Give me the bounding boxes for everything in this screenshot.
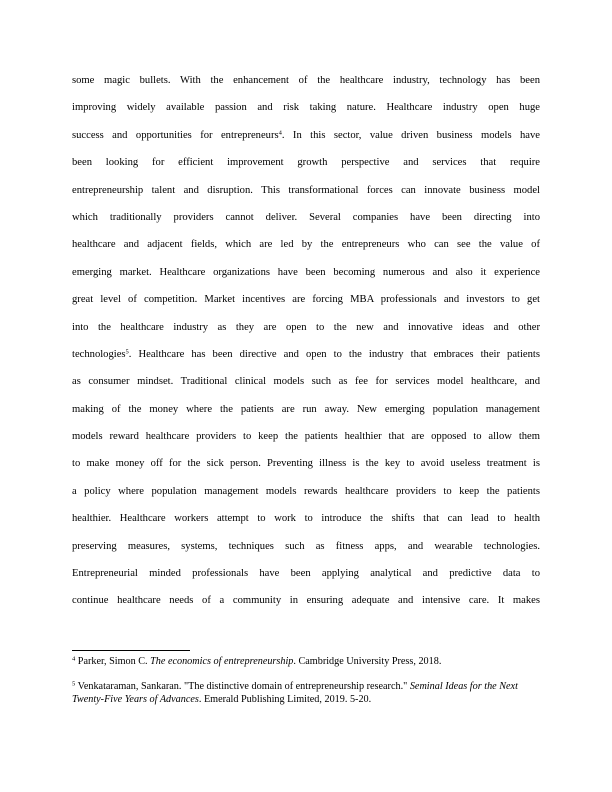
text-line: to make money off for the sick person. Preventing illness is the key to avoid useless treatment is — [72, 458, 540, 470]
text-line: improving widely available passion and risk taking nature. Healthcare industry open huge — [72, 102, 540, 114]
text-line: technologies$^5$. Healthcare has been directive and open to the industry that embraces their patients — [72, 348, 540, 360]
text-line: a policy where population management models rewards healthcare providers to keep the patients — [72, 485, 540, 497]
text-line: into the healthcare industry as they are open to the new and innovative ideas and other — [72, 321, 540, 333]
footnotes — [72, 655, 542, 718]
text-line: making of the money where the patients are run away. New emerging population management — [72, 403, 540, 415]
text-line: entrepreneurship talent and disruption. This transformational forces can innovate business model — [72, 184, 540, 196]
text-line: great level of competition. Market incentives are forcing MBA professionals and investors to get — [72, 294, 540, 306]
footnote-4: $^4$ Parker, Simon C. The economics of entrepreneurship. Cambridge University Press, 2018. — [72, 655, 442, 667]
text-line: preserving measures, systems, techniques such as fitness apps, and wearable technologies. — [72, 540, 540, 552]
text-line: success and opportunities for entrepreneurs$^4$. In this sector, value driven business models have — [72, 129, 540, 141]
footnote-ref-4: 4 — [278, 129, 282, 137]
text-line: which traditionally providers cannot deliver. Several companies have been directing into — [72, 211, 540, 223]
text-line: been looking for efficient improvement growth perspective and services that require — [72, 157, 540, 169]
text-line: as consumer mindset. Traditional clinical models such as fee for services model healthcare, and — [72, 376, 540, 388]
text-line: models reward healthcare providers to keep the patients healthier that are opposed to allow them — [72, 431, 540, 443]
body-paragraph — [72, 67, 540, 615]
text-line: continue healthcare needs of a community in ensuring adequate and intensive care. It makes — [72, 595, 540, 607]
text-line: healthier. Healthcare workers attempt to work to introduce the shifts that can lead to health — [72, 513, 540, 525]
text-line: some magic bullets. With the enhancement of the healthcare industry, technology has been — [72, 75, 540, 86]
footnote-separator — [72, 650, 190, 651]
text-line: emerging market. Healthcare organizations have been becoming numerous and also it experience — [72, 266, 540, 278]
text-line: healthcare and adjacent fields, which are led by the entrepreneurs who can see the value of — [72, 239, 540, 251]
footnote-ref-5: 5 — [125, 348, 129, 356]
footnote-5: $^5$ Venkataraman, Sankaran. "The distinctive domain of entrepreneurship research." Seminal Ideas for the Next Twenty-Five Years of Advances. Emerald Publishing Limited, 2019. 5-20. — [72, 680, 518, 705]
text-line: Entrepreneurial minded professionals have been applying analytical and predictive data to — [72, 568, 540, 580]
